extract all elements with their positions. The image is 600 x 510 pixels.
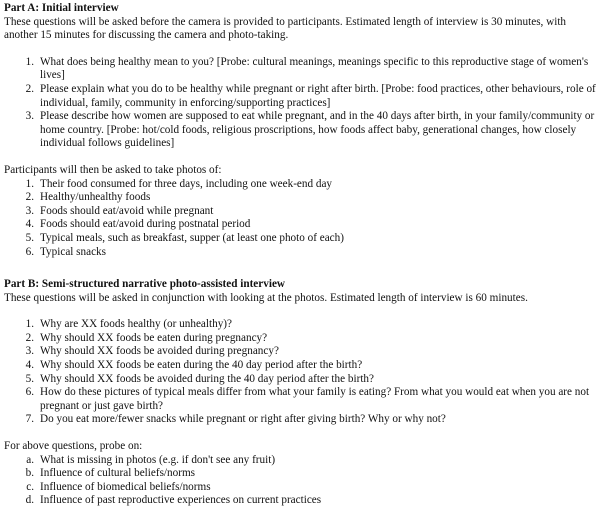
- list-item: 4. Foods should eat/avoid during postnatal period: [25, 218, 251, 231]
- list-item: b. Influence of cultural beliefs/norms: [25, 467, 196, 480]
- list-item: 7. Do you eat more/fewer snacks while pregnant or right after giving birth? Why or why not?: [25, 413, 446, 426]
- part-a-intro: These questions will be asked before the camera is provided to participants. Estimated length of interview is 30 minutes, with another 15 minutes for discussing the camera and photo-taking.: [4, 15, 567, 42]
- part-b-questions: [4, 318, 596, 427]
- list-item: 5. Why should XX foods be avoided during the 40 day period after the birth?: [25, 372, 374, 385]
- list-item: 1. Their food consumed for three days, including one week-end day: [25, 177, 333, 190]
- list-item: 6. How do these pictures of typical meals differ from what your family is eating? From what you would eat when you are not pregnant or just gave birth?: [25, 386, 590, 412]
- part-a-questions: [4, 56, 596, 151]
- list-item: 2. Please explain what you do to be healthy while pregnant or right after birth. [Probe: food practices, other behaviours, role of individual, family, community in enforcing/supporting practices]: [25, 82, 596, 109]
- list-item: 1. Why are XX foods healthy (or unhealthy)?: [25, 318, 232, 331]
- list-item: a. What is missing in photos (e.g. if don't see any fruit): [26, 453, 276, 466]
- list-item: 3. Please describe how women are supposed to eat while pregnant, and in the 40 days after birth, in your family/community or home country. [Probe: hot/cold foods, religious proscriptions, how foods affect baby, generational changes, how closely individual follows guidelines]: [25, 110, 595, 150]
- probe-list: [4, 454, 596, 508]
- list-item: 3. Foods should eat/avoid while pregnant: [25, 204, 214, 217]
- probe-intro: For above questions, probe on:: [4, 440, 143, 453]
- part-b-intro: These questions will be asked in conjunction with looking at the photos. Estimated length of interview is 60 minutes.: [4, 291, 528, 304]
- list-item: c. Influence of biomedical beliefs/norms: [26, 480, 211, 493]
- photo-list: [4, 178, 596, 260]
- photos-intro: Participants will then be asked to take photos of:: [4, 163, 222, 176]
- list-item: 2. Healthy/unhealthy foods: [25, 191, 151, 204]
- list-item: 3. Why should XX foods be avoided during pregnancy?: [25, 345, 279, 358]
- list-item: d. Influence of past reproductive experiences on current practices: [25, 494, 322, 507]
- list-item: 1. What does being healthy mean to you? [Probe: cultural meanings, meanings specific to this reproductive stage of women's lives]: [25, 55, 589, 82]
- list-item: 6. Typical snacks: [25, 245, 107, 258]
- list-item: 4. Why should XX foods be eaten during the 40 day period after the birth?: [25, 359, 363, 372]
- list-item: 5. Typical meals, such as breakfast, supper (at least one photo of each): [25, 231, 344, 244]
- list-item: 2. Why should XX foods be eaten during pregnancy?: [25, 331, 268, 344]
- part-a-title: Part A: Initial interview: [4, 2, 119, 14]
- part-b-title: Part B: Semi-structured narrative photo-assisted interview: [4, 278, 285, 291]
